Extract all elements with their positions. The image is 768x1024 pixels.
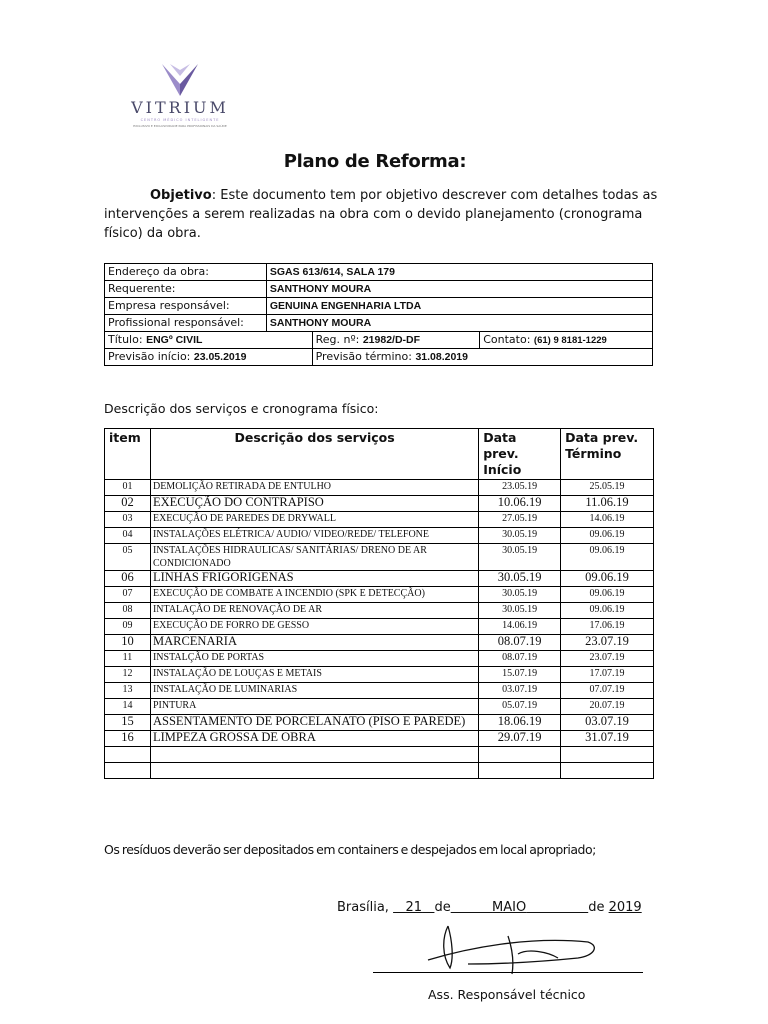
end-date-cell: 09.06.19 [561, 544, 654, 571]
start-date-cell: 30.05.19 [479, 587, 561, 603]
table-row [105, 635, 654, 651]
start-date-cell: 15.07.19 [479, 667, 561, 683]
item-number-cell: 14 [105, 699, 151, 715]
description-cell: INSTALAÇÕES ELÉTRICA/ AUDIO/ VIDEO/REDE/ TELEFONE [150, 528, 478, 544]
services-table-body [105, 480, 654, 779]
item-number-cell: 11 [105, 651, 151, 667]
info-row-requester [105, 281, 653, 298]
item-number-cell: 13 [105, 683, 151, 699]
info-row-address [105, 264, 653, 281]
end-date-cell: 09.06.19 [561, 587, 654, 603]
header-end [561, 429, 654, 480]
start-date-cell: 27.05.19 [479, 512, 561, 528]
description-cell: LINHAS FRIGORIGENAS [150, 571, 478, 587]
end-date-cell [561, 763, 654, 779]
end-date-cell: 03.07.19 [561, 715, 654, 731]
item-number-cell: 03 [105, 512, 151, 528]
description-cell: INSTALAÇÃO DE LOUÇAS E METAIS [150, 667, 478, 683]
end-date-cell [561, 747, 654, 763]
description-cell: INTALAÇÃO DE RENOVAÇÃO DE AR [150, 603, 478, 619]
title-cell [105, 332, 313, 349]
reg-label: Reg. nº: [315, 333, 363, 346]
requester-label: Requerente: [105, 281, 267, 298]
header-start-line2: Início [483, 462, 522, 477]
vitrium-logo [130, 62, 230, 132]
contact-value: (61) 9 8181-1229 [533, 334, 607, 346]
item-number-cell: 09 [105, 619, 151, 635]
requester-value: SANTHONY MOURA [266, 281, 652, 298]
end-date-cell: 11.06.19 [561, 496, 654, 512]
description-cell: ASSENTAMENTO DE PORCELANATO (PISO E PAREDE) [150, 715, 478, 731]
table-row [105, 763, 654, 779]
end-date-cell: 23.07.19 [561, 635, 654, 651]
end-value: 31.08.2019 [415, 351, 468, 363]
reg-value: 21982/D-DF [362, 334, 421, 346]
date-year: 2019 [608, 900, 642, 915]
objective-paragraph [104, 186, 674, 243]
description-cell: INSTALAÇÕES HIDRAULICAS/ SANITÁRIAS/ DRENO DE AR CONDICIONADO [150, 544, 478, 571]
start-date-cell: 14.06.19 [479, 619, 561, 635]
table-row [105, 731, 654, 747]
info-row-schedule [105, 349, 653, 366]
end-date-cell: 09.06.19 [561, 603, 654, 619]
logo-subtagline: EXCLUSIVO E EXCLUSIVIDADE PARA PROFISSIONAIS DA SAÚDE [133, 124, 227, 128]
header-end-line1: Data prev. [565, 430, 639, 445]
start-date-cell: 05.07.19 [479, 699, 561, 715]
info-row-credentials [105, 332, 653, 349]
services-header-row [105, 429, 654, 480]
project-info-table [104, 263, 653, 366]
reg-cell [312, 332, 480, 349]
start-label: Previsão início: [108, 350, 194, 363]
description-cell: EXECUÇÃO DO CONTRAPISO [150, 496, 478, 512]
table-row [105, 683, 654, 699]
start-date-cell: 08.07.19 [479, 651, 561, 667]
date-city: Brasília, [337, 900, 389, 915]
item-number-cell: 05 [105, 544, 151, 571]
item-number-cell: 16 [105, 731, 151, 747]
logo-wordmark: VITRIUM [131, 98, 229, 117]
company-label: Empresa responsável: [105, 298, 267, 315]
info-row-company [105, 298, 653, 315]
start-date-cell: 08.07.19 [479, 635, 561, 651]
description-cell: EXECUÇÃO DE PAREDES DE DRYWALL [150, 512, 478, 528]
description-cell [150, 747, 478, 763]
date-sep2: de [588, 900, 605, 915]
header-item: item [105, 429, 151, 480]
table-row [105, 587, 654, 603]
description-cell: DEMOLIÇÃO RETIRADA DE ENTULHO [150, 480, 478, 496]
item-number-cell: 06 [105, 571, 151, 587]
date-line [337, 900, 642, 915]
vitrium-logo-mark-icon [160, 62, 200, 98]
description-cell: INSTALÇÃO DE PORTAS [150, 651, 478, 667]
end-date-cell: 09.06.19 [561, 528, 654, 544]
signature-label: Ass. Responsável técnico [428, 987, 586, 1002]
end-date-cell: 17.06.19 [561, 619, 654, 635]
item-number-cell: 04 [105, 528, 151, 544]
start-date-cell [479, 747, 561, 763]
header-start [479, 429, 561, 480]
item-number-cell: 08 [105, 603, 151, 619]
date-day [393, 900, 434, 915]
start-value: 23.05.2019 [193, 351, 247, 363]
title-label: Título: [108, 333, 147, 346]
contact-cell [480, 332, 653, 349]
page-title: Plano de Reforma: [283, 151, 467, 172]
table-row [105, 603, 654, 619]
date-sep1: de [434, 900, 451, 915]
table-row [105, 699, 654, 715]
start-cell [105, 349, 313, 366]
table-row [105, 496, 654, 512]
description-cell [150, 763, 478, 779]
end-date-cell: 31.07.19 [561, 731, 654, 747]
header-description: Descrição dos serviços [150, 429, 478, 480]
table-row [105, 651, 654, 667]
table-row [105, 512, 654, 528]
end-date-cell: 20.07.19 [561, 699, 654, 715]
item-number-cell: 10 [105, 635, 151, 651]
table-row [105, 747, 654, 763]
item-number-cell [105, 747, 151, 763]
description-cell: INSTALAÇÃO DE LUMINARIAS [150, 683, 478, 699]
end-date-cell: 25.05.19 [561, 480, 654, 496]
objective-label: Objetivo [150, 188, 212, 203]
end-date-cell: 14.06.19 [561, 512, 654, 528]
start-date-cell [479, 763, 561, 779]
logo-tagline: CENTRO MÉDICO INTELIGENTE [140, 118, 220, 122]
header-start-line1: Data prev. [483, 430, 519, 461]
date-month [451, 900, 589, 915]
end-date-cell: 23.07.19 [561, 651, 654, 667]
start-date-cell: 30.05.19 [479, 603, 561, 619]
objective-text: Este documento tem por objetivo descrever com detalhes todas as intervenções a serem realizadas na obra com o devido planejamento (cronograma físico) da obra. [104, 188, 658, 241]
services-section-label: Descrição dos serviços e cronograma físico: [104, 401, 379, 416]
item-number-cell: 15 [105, 715, 151, 731]
professional-value: SANTHONY MOURA [266, 315, 652, 332]
company-value: GENUINA ENGENHARIA LTDA [266, 298, 652, 315]
table-row [105, 619, 654, 635]
end-date-cell: 09.06.19 [561, 571, 654, 587]
header-end-line2: Término [565, 446, 622, 461]
item-number-cell: 02 [105, 496, 151, 512]
start-date-cell: 18.06.19 [479, 715, 561, 731]
table-row [105, 480, 654, 496]
start-date-cell: 29.07.19 [479, 731, 561, 747]
signature-line [373, 972, 643, 973]
date-month-value: MAIO [492, 900, 527, 915]
item-number-cell: 12 [105, 667, 151, 683]
start-date-cell: 30.05.19 [479, 528, 561, 544]
start-date-cell: 23.05.19 [479, 480, 561, 496]
item-number-cell [105, 763, 151, 779]
description-cell: EXECUÇÃO DE FORRO DE GESSO [150, 619, 478, 635]
description-cell: LIMPEZA GROSSA DE OBRA [150, 731, 478, 747]
residues-note: Os resíduos deverão ser depositados em containers e despejados em local apropriado; [104, 842, 596, 857]
address-value: SGAS 613/614, SALA 179 [266, 264, 652, 281]
start-date-cell: 10.06.19 [479, 496, 561, 512]
start-date-cell: 03.07.19 [479, 683, 561, 699]
description-cell: PINTURA [150, 699, 478, 715]
table-row [105, 667, 654, 683]
table-row [105, 528, 654, 544]
title-value: ENGº CIVIL [146, 334, 203, 346]
start-date-cell: 30.05.19 [479, 571, 561, 587]
start-date-cell: 30.05.19 [479, 544, 561, 571]
professional-label: Profissional responsável: [105, 315, 267, 332]
item-number-cell: 07 [105, 587, 151, 603]
contact-label: Contato: [483, 332, 534, 346]
date-day-value: 21 [405, 900, 423, 915]
end-label: Previsão término: [315, 350, 416, 363]
address-label: Endereço da obra: [105, 264, 267, 281]
end-cell [312, 349, 652, 366]
description-cell: EXECUÇÃO DE COMBATE A INCENDIO (SPK E DETECÇÃO) [150, 587, 478, 603]
handwritten-signature [408, 918, 608, 978]
item-number-cell: 01 [105, 480, 151, 496]
end-date-cell: 17.07.19 [561, 667, 654, 683]
table-row [105, 715, 654, 731]
table-row [105, 544, 654, 571]
objective-separator: : [211, 188, 221, 203]
table-row [105, 571, 654, 587]
info-row-professional [105, 315, 653, 332]
end-date-cell: 07.07.19 [561, 683, 654, 699]
services-schedule-table [104, 428, 654, 779]
description-cell: MARCENARIA [150, 635, 478, 651]
